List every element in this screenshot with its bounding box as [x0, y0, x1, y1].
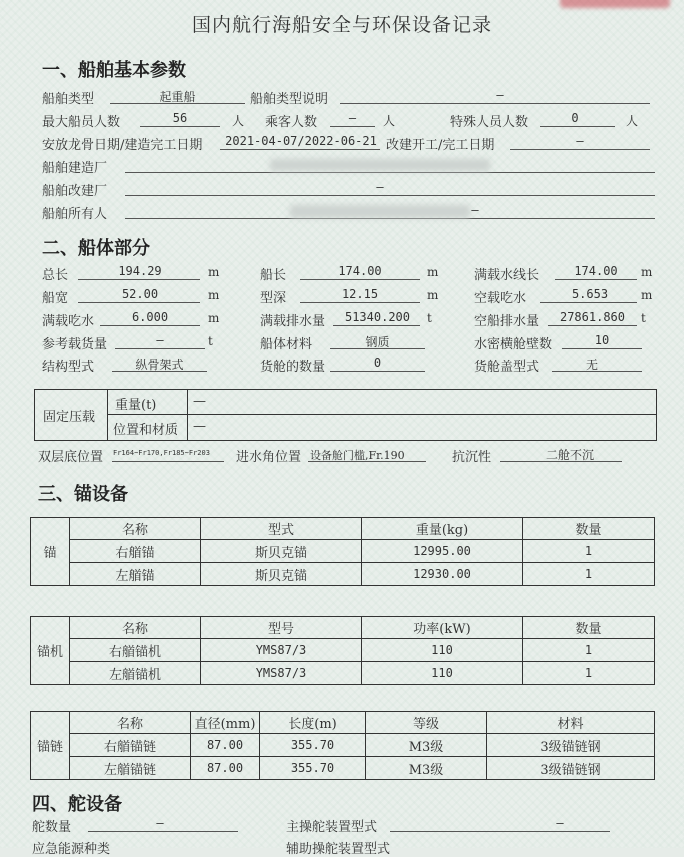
ship-type-desc-value: — [496, 88, 504, 102]
chain-header-material: 材料 [487, 712, 655, 734]
anchor-table [30, 517, 655, 586]
anchor-name-cell: 右艏锚 [70, 540, 201, 563]
hatch-value: 无 [585, 358, 598, 372]
chain-diameter-cell: 87.00 [191, 757, 260, 780]
fixed-ballast-label: 固定压载 [43, 410, 96, 425]
structure-label: 结构型式 [42, 360, 95, 375]
builder-label: 船舶建造厂 [42, 161, 108, 176]
ship-type-desc-label: 船舶类型说明 [250, 92, 329, 107]
cargo-value: — [156, 333, 164, 347]
full-draft-label: 满载吃水 [42, 314, 95, 329]
document-title: 国内航行海船安全与环保设备记录 [191, 14, 492, 36]
chain-table [30, 711, 655, 780]
anchor-header-name: 名称 [70, 518, 201, 540]
light-disp-value: 27861.860 [559, 310, 626, 324]
rudder-count-value: — [156, 816, 164, 830]
flood-angle-label: 进水角位置 [236, 450, 302, 465]
keel-date-label: 安放龙骨日期/建造完工日期 [42, 138, 203, 153]
steering-gear-value: — [556, 816, 564, 830]
material-value: 钢质 [365, 335, 390, 349]
chain-grade-cell: M3级 [366, 734, 487, 757]
max-crew-label: 最大船员人数 [42, 115, 121, 130]
light-disp-label: 空船排水量 [474, 314, 540, 329]
bulkhead-value: 10 [594, 333, 610, 347]
windlass-group-label: 锚机 [31, 617, 70, 685]
light-draft-unit: m [641, 288, 653, 302]
anchor-type-cell: 斯贝克锚 [201, 540, 362, 563]
loa-label: 总长 [42, 268, 69, 283]
depth-label: 型深 [260, 291, 287, 306]
windlass-name-cell: 右艏锚机 [70, 639, 201, 662]
subdivision-value: 二舱不沉 [545, 448, 594, 462]
chain-name-cell: 右艏锚链 [70, 734, 191, 757]
anchor-header-qty: 数量 [523, 518, 655, 540]
windlass-table [30, 616, 655, 685]
steering-gear-label: 主操舵装置型式 [286, 820, 378, 835]
hatch-label: 货舱盖型式 [474, 360, 540, 375]
red-stamp-mark [560, 0, 670, 8]
windlass-qty-cell: 1 [523, 662, 655, 685]
light-disp-unit: t [641, 311, 646, 325]
light-draft-value: 5.653 [571, 287, 609, 301]
ship-type-value: 起重船 [159, 90, 196, 104]
fixed-ballast-box [34, 389, 657, 441]
loa-unit: m [208, 265, 220, 279]
chain-group-label: 锚链 [31, 712, 70, 780]
chain-diameter-cell: 87.00 [191, 734, 260, 757]
special-personnel-label: 特殊人员人数 [450, 115, 529, 130]
double-bottom-value: Fr164~Fr170,Fr185~Fr203 [113, 449, 210, 457]
table-row [31, 662, 655, 685]
windlass-model-cell: YMS87/3 [201, 662, 362, 685]
chain-material-cell: 3级锚链钢 [487, 757, 655, 780]
emergency-power-label: 应急能源种类 [32, 842, 111, 857]
double-bottom-label: 双层底位置 [38, 450, 104, 465]
chain-material-cell: 3级锚链钢 [487, 734, 655, 757]
loa-value: 194.29 [118, 264, 162, 278]
full-disp-unit: t [427, 311, 432, 325]
windlass-name-cell: 左艏锚机 [70, 662, 201, 685]
lpp-label: 船长 [260, 268, 287, 283]
chain-header-grade: 等级 [366, 712, 487, 734]
table-row [31, 734, 655, 757]
anchor-name-cell: 左艏锚 [70, 563, 201, 586]
breadth-label: 船宽 [42, 291, 69, 306]
full-disp-value: 51340.200 [344, 310, 411, 324]
table-row [31, 563, 655, 586]
ballast-weight-label: 重量(t) [115, 398, 157, 413]
chain-length-cell: 355.70 [260, 734, 366, 757]
chain-name-cell: 左艏锚链 [70, 757, 191, 780]
bulkhead-label: 水密横舱壁数 [474, 337, 553, 352]
rebuild-date-label: 改建开工/完工日期 [386, 138, 495, 153]
subdivision-label: 抗沉性 [452, 450, 492, 465]
passenger-label: 乘客人数 [265, 115, 318, 130]
lwl-unit: m [641, 265, 653, 279]
section-basic-heading: 一、船舶基本参数 [42, 60, 186, 81]
full-draft-unit: m [208, 311, 220, 325]
chain-length-cell: 355.70 [260, 757, 366, 780]
max-crew-unit: 人 [232, 114, 245, 128]
windlass-power-cell: 110 [362, 639, 523, 662]
lpp-unit: m [427, 265, 439, 279]
windlass-header-name: 名称 [70, 617, 201, 639]
keel-date-value: 2021-04-07/2022-06-21 [225, 134, 377, 148]
rebuilder-value: — [376, 180, 384, 194]
material-label: 船体材料 [260, 337, 313, 352]
lwl-label: 满载水线长 [474, 268, 540, 283]
chain-header-diameter: 直径(mm) [191, 712, 260, 734]
holds-label: 货舱的数量 [260, 360, 326, 375]
anchor-group-label: 锚 [31, 518, 70, 586]
ballast-position-value: — [193, 419, 206, 434]
table-row [31, 639, 655, 662]
rudder-count-label: 舵数量 [32, 820, 72, 835]
chain-grade-cell: M3级 [366, 757, 487, 780]
owner-value: — [471, 203, 479, 217]
windlass-qty-cell: 1 [523, 639, 655, 662]
structure-value: 纵骨架式 [135, 358, 184, 372]
cargo-unit: t [208, 334, 213, 348]
holds-value: 0 [373, 356, 382, 370]
aux-steering-label: 辅助操舵装置型式 [286, 842, 391, 857]
windlass-power-cell: 110 [362, 662, 523, 685]
lwl-value: 174.00 [574, 264, 618, 278]
passenger-value: — [348, 111, 357, 125]
table-row [31, 757, 655, 780]
breadth-unit: m [208, 288, 220, 302]
windlass-header-power: 功率(kW) [362, 617, 523, 639]
rebuild-date-value: — [576, 134, 584, 148]
breadth-value: 52.00 [121, 287, 159, 301]
anchor-weight-cell: 12930.00 [362, 563, 523, 586]
windlass-header-qty: 数量 [523, 617, 655, 639]
chain-header-name: 名称 [70, 712, 191, 734]
flood-angle-value: 设备舱门槛,Fr.190 [310, 449, 405, 462]
special-personnel-value: 0 [571, 111, 579, 125]
depth-value: 12.15 [341, 287, 379, 301]
chain-header-length: 长度(m) [260, 712, 366, 734]
anchor-header-weight: 重量(kg) [362, 518, 523, 540]
anchor-qty-cell: 1 [523, 563, 655, 586]
section-anchor-heading: 三、锚设备 [38, 484, 128, 505]
passenger-unit: 人 [383, 114, 396, 128]
redacted-owner [290, 205, 470, 218]
section-hull-heading: 二、船体部分 [42, 238, 150, 259]
lpp-value: 174.00 [338, 264, 382, 278]
cargo-label: 参考载货量 [42, 337, 108, 352]
anchor-weight-cell: 12995.00 [362, 540, 523, 563]
section-rudder-heading: 四、舵设备 [32, 794, 122, 815]
full-disp-label: 满载排水量 [260, 314, 326, 329]
full-draft-value: 6.000 [131, 310, 169, 324]
owner-label: 船舶所有人 [42, 207, 108, 222]
rebuilder-label: 船舶改建厂 [42, 184, 108, 199]
redacted-builder [270, 159, 490, 171]
windlass-model-cell: YMS87/3 [201, 639, 362, 662]
special-personnel-unit: 人 [626, 114, 639, 128]
ship-type-label: 船舶类型 [42, 92, 95, 107]
light-draft-label: 空载吃水 [474, 291, 527, 306]
windlass-header-model: 型号 [201, 617, 362, 639]
depth-unit: m [427, 288, 439, 302]
anchor-header-type: 型式 [201, 518, 362, 540]
anchor-qty-cell: 1 [523, 540, 655, 563]
ballast-position-label: 位置和材质 [113, 423, 179, 438]
ballast-weight-value: — [193, 394, 206, 409]
max-crew-value: 56 [172, 111, 188, 125]
table-row [31, 540, 655, 563]
anchor-type-cell: 斯贝克锚 [201, 563, 362, 586]
